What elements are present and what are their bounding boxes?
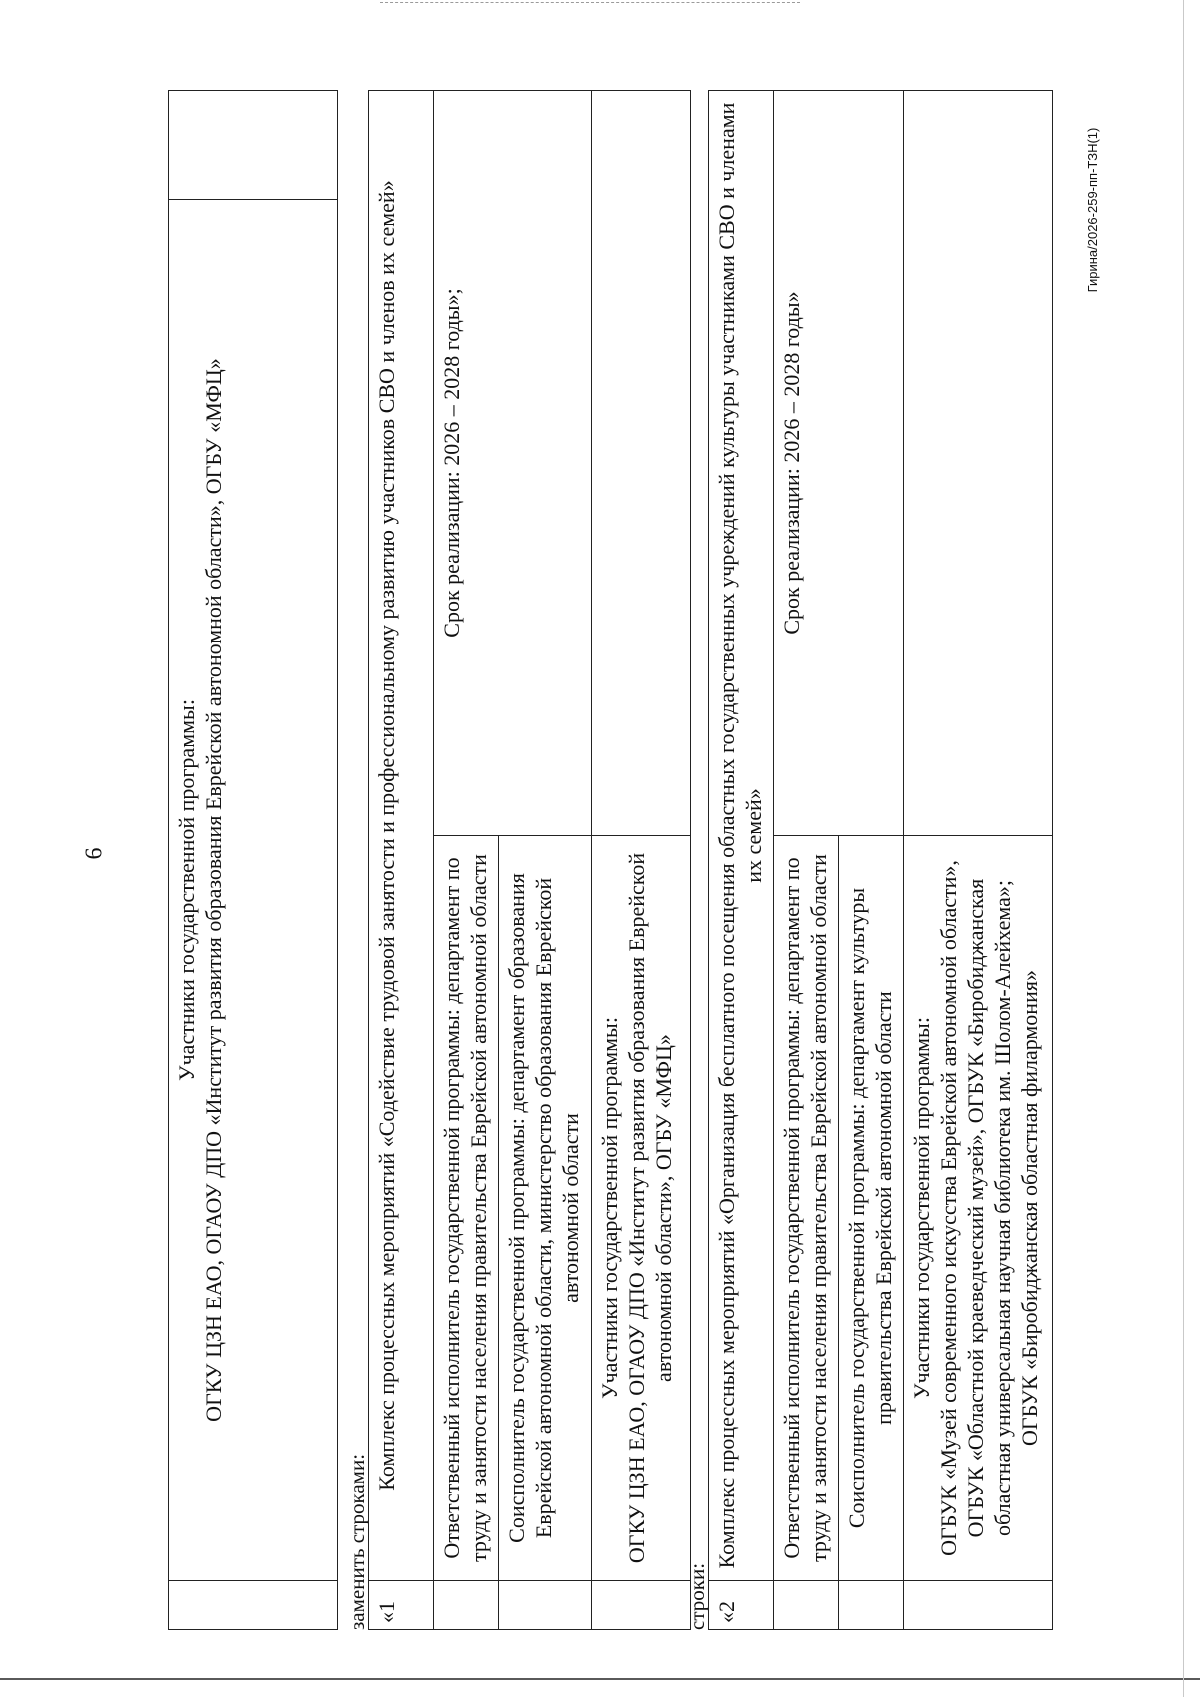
table-row [709, 91, 774, 1630]
block1-num-empty [592, 1581, 691, 1630]
top-table-participants-cell [169, 200, 338, 1581]
block1-term-empty [592, 91, 691, 836]
block1-participants-cell [592, 836, 691, 1581]
table-row [592, 91, 691, 1630]
block2-coexecutor: Соисполнитель государственной программы: департамент культуры правительства Еврейской автономной области [839, 836, 904, 1581]
block2-num: «2 [709, 1581, 774, 1630]
scan-artifact-top [380, 2, 800, 4]
block1-table [368, 90, 691, 1630]
table-row [169, 91, 338, 1630]
participants-title: Участники государственной программы: [174, 699, 199, 1081]
block2-complex: Комплекс процессных мероприятий «Организация бесплатного посещения областных государственных учреждений культуры участниками СВО и членами их семей» [709, 91, 774, 1581]
caption-rows: строки: [685, 1562, 709, 1630]
participants-text: ОГБУК «Музей современного искусства Еврейской автономной области», ОГБУК «Областной краеведческий музей», ОГБУК «Биробиджанская областная универсальная научная библиотека им. Шолом-Алейхема»; ОГБУК «Биробиджанская областная филармония» [936, 860, 1042, 1556]
block2-num-empty [839, 1581, 904, 1630]
top-table [168, 90, 338, 1630]
footer-code [1080, 127, 1110, 293]
block1-complex: Комплекс процессных мероприятий «Содействие трудовой занятости и профессиональному развитию участников СВО и членов их семей» [369, 91, 434, 1581]
scan-artifact-right [1183, 0, 1184, 1697]
rotated-document-content [168, 90, 1048, 1630]
block2-table [708, 90, 1053, 1630]
caption-replace: заменить строками: [345, 1453, 369, 1630]
participants-title: Участники государственной программы: [597, 1017, 622, 1399]
block2-term: Срок реализации: 2026 – 2028 годы» [774, 91, 904, 836]
block2-num-empty [904, 1581, 1053, 1630]
scan-artifact-bottom [0, 1678, 1200, 1680]
table-row [369, 91, 434, 1630]
top-table-term-cell [169, 91, 338, 200]
participants-title: Участники государственной программы: [909, 1017, 934, 1399]
block2-participants-cell [904, 836, 1053, 1581]
page-number: 6 [81, 847, 108, 860]
block1-num-empty [434, 1581, 499, 1630]
block1-num-empty [499, 1581, 592, 1630]
block1-num: «1 [369, 1581, 434, 1630]
top-table-num-cell [169, 1581, 338, 1630]
block1-executor: Ответственный исполнитель государственной программы: департамент по труду и занятости населения правительства Еврейской автономной области [434, 836, 499, 1581]
table-row [904, 91, 1053, 1630]
participants-text: ОГКУ ЦЗН ЕАО, ОГАОУ ДПО «Институт развития образования Еврейской автономной области», ОГБУ «МФЦ» [624, 852, 676, 1564]
table-row [434, 91, 499, 1630]
participants-text: ОГКУ ЦЗН ЕАО, ОГАОУ ДПО «Институт развития образования Еврейской автономной области», ОГБУ «МФЦ» [201, 358, 226, 1422]
block2-executor: Ответственный исполнитель государственной программы: департамент по труду и занятости населения правительства Еврейской автономной области [774, 836, 839, 1581]
block2-num-empty [774, 1581, 839, 1630]
block2-term-empty [904, 91, 1053, 836]
footer-code-text: Гирина/2026-259-пп-ТЗН(1) [1085, 127, 1100, 293]
table-row [774, 91, 839, 1630]
block1-term: Срок реализации: 2026 – 2028 годы»; [434, 91, 592, 836]
block1-coexecutor: Соисполнитель государственной программы: департамент образования Еврейской автономной области, министерство образования Еврейской автономной области [499, 836, 592, 1581]
